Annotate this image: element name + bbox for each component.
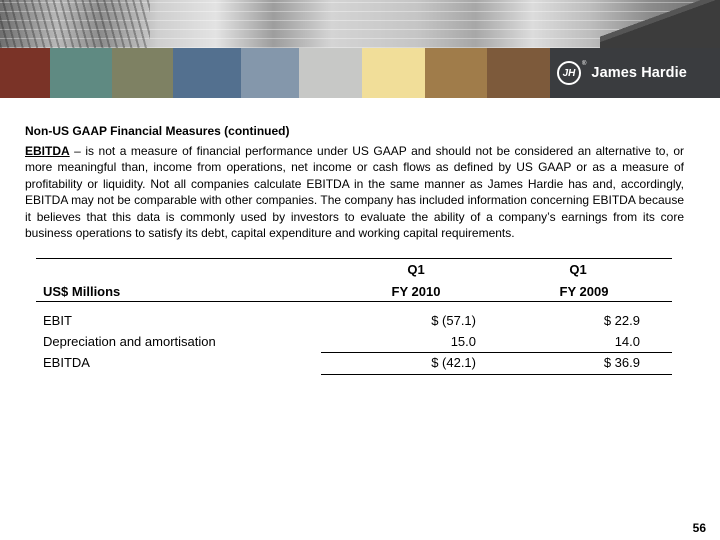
color-swatch bbox=[0, 48, 50, 98]
value-ebitda-fy2010: $ (42.1) bbox=[431, 355, 476, 370]
definition-term: EBITDA bbox=[25, 144, 70, 158]
value-ebit-fy2009: $ 22.9 bbox=[603, 313, 640, 328]
table-bottom-rule bbox=[321, 374, 672, 375]
column-header-fy2010: FY 2010 bbox=[391, 284, 441, 299]
color-swatch bbox=[299, 48, 362, 98]
registered-mark: ® bbox=[582, 61, 587, 67]
ebitda-definition bbox=[25, 143, 684, 241]
value-depreciation-fy2009: 14.0 bbox=[614, 334, 640, 349]
row-label-depreciation: Depreciation and amortisation bbox=[43, 334, 216, 349]
page-number: 56 bbox=[692, 521, 706, 535]
row-label-ebit: EBIT bbox=[43, 313, 72, 328]
jh-monogram-icon: JH bbox=[557, 61, 581, 85]
color-swatch bbox=[50, 48, 112, 98]
color-swatch bbox=[425, 48, 487, 98]
color-swatch bbox=[362, 48, 425, 98]
row-label-ebitda: EBITDA bbox=[43, 355, 90, 370]
value-ebitda-fy2009: $ 36.9 bbox=[603, 355, 640, 370]
header-photo-roof bbox=[600, 0, 720, 48]
value-depreciation-fy2010: 15.0 bbox=[450, 334, 476, 349]
james-hardie-logo bbox=[557, 61, 687, 85]
section-title: Non-US GAAP Financial Measures (continued) bbox=[25, 124, 290, 138]
unit-label: US$ Millions bbox=[43, 284, 121, 299]
subtotal-rule bbox=[321, 352, 672, 353]
header-photo-tree bbox=[0, 0, 150, 48]
value-ebit-fy2010: $ (57.1) bbox=[431, 313, 476, 328]
header-bottom-rule bbox=[36, 301, 672, 302]
brand-name: James Hardie bbox=[591, 65, 687, 81]
column-header-q1-2010: Q1 bbox=[407, 262, 425, 277]
color-swatch bbox=[241, 48, 299, 98]
color-swatch bbox=[487, 48, 550, 98]
column-header-fy2009: FY 2009 bbox=[559, 284, 609, 299]
color-swatch bbox=[173, 48, 241, 98]
definition-text: – is not a measure of financial performance under US GAAP and should not be considered an alternative to, or more meaningful than, income from operations, net income or cash flows as defined by US GAAP or as a measure of profitability or liquidity. Not all companies calculate EBITDA in the same manner as James Hardie has and, accordingly, EBITDA may not be comparable with other companies. The company has included information concerning EBITDA because it believes that this data is commonly used by investors to evaluate the ability of a company’s earnings from its core business operations to satisfy its debt, capital expenditure and working capital requirements. bbox=[25, 144, 684, 241]
table-top-rule bbox=[36, 258, 672, 259]
column-header-q1-2009: Q1 bbox=[569, 262, 587, 277]
color-swatch bbox=[112, 48, 173, 98]
